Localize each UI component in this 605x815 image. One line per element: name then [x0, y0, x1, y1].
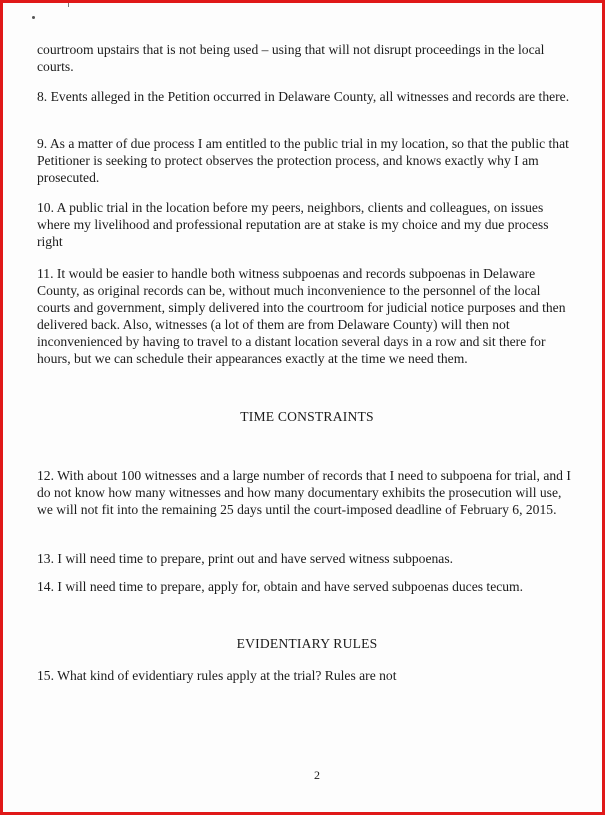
- paragraph-14: 14. I will need time to prepare, apply for, obtain and have served subpoenas duces tecum.: [37, 579, 524, 594]
- scan-mark: [32, 16, 35, 19]
- heading-time-constraints: TIME CONSTRAINTS: [240, 409, 374, 424]
- paragraph-13: 13. I will need time to prepare, print out and have served witness subpoenas.: [37, 551, 454, 566]
- paragraph-9: 9. As a matter of due process I am entitled to the public trial in my location, so that the public that Petitioner is seeking to protect observes the protection process, and knows exactly why I am prosecuted.: [37, 136, 569, 185]
- paragraph-11: 11. It would be easier to handle both witness subpoenas and records subpoenas in Delaware County, as original records can be, without much inconvenience to the personnel of the local courts and government, simply delivered into the courtroom for judicial notice purposes and then delivered back. Also, witnesses (a lot of them are from Delaware County) will then not inconvenienced by having to travel to a distant location several days in a row and sit there for hours, but we can schedule their appearances exactly at the time we need them.: [37, 266, 566, 366]
- paragraph-12: 12. With about 100 witnesses and a large number of records that I need to subpoena for trial, and I do not know how many witnesses and how many documentary exhibits the prosecution will use, we will not fit into the remaining 25 days until the court-imposed deadline of February 6, 2015.: [37, 468, 571, 517]
- paragraph-10: 10. A public trial in the location before my peers, neighbors, clients and colleagues, on issues where my livelihood and professional reputation are at stake is my choice and my due process right: [37, 200, 549, 249]
- page-number: 2: [314, 768, 320, 782]
- scan-line: [68, 3, 69, 7]
- paragraph-7-continuation: courtroom upstairs that is not being used – using that will not disrupt proceedings in the local courts.: [37, 42, 545, 74]
- heading-evidentiary-rules: EVIDENTIARY RULES: [236, 636, 378, 651]
- paragraph-15: 15. What kind of evidentiary rules apply at the trial? Rules are not: [37, 668, 397, 683]
- paragraph-8: 8. Events alleged in the Petition occurred in Delaware County, all witnesses and records are there.: [37, 89, 570, 104]
